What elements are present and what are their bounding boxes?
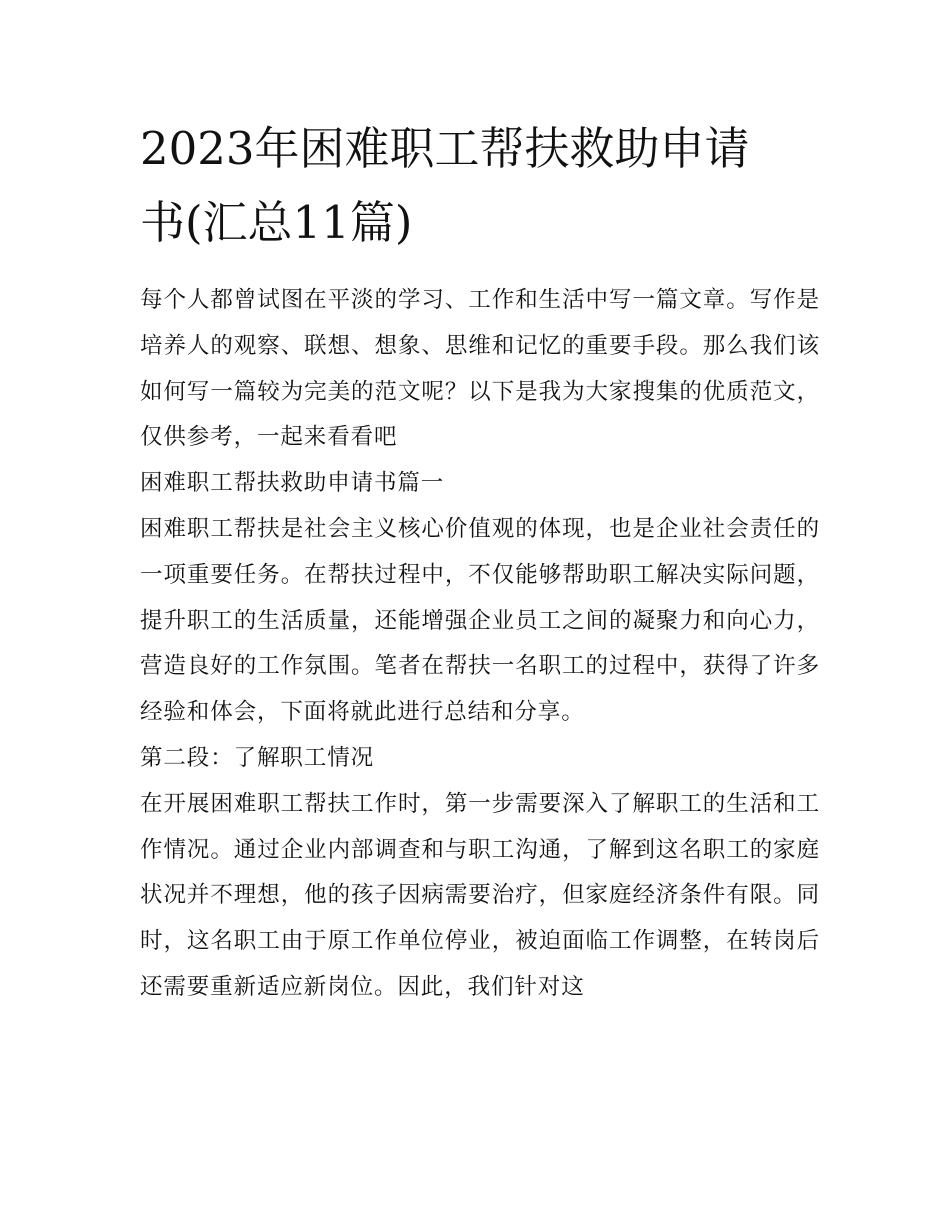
section-1-paragraph: 困难职工帮扶是社会主义核心价值观的体现，也是企业社会责任的一项重要任务。在帮扶过程中，不仅能够帮助职工解决实际问题，提升职工的生活质量，还能增强企业员工之间的凝聚力和向心力，营造良好的工作氛围。笔者在帮扶一名职工的过程中，获得了许多经验和体会，下面将就此进行总结和分享。: [140, 515, 820, 726]
title-line-1: 2023年困难职工帮扶救助申请: [140, 122, 750, 175]
intro-paragraph: 每个人都曾试图在平淡的学习、工作和生活中写一篇文章。写作是培养人的观察、联想、想象、思维和记忆的重要手段。那么我们该如何写一篇较为完美的范文呢？以下是我为大家搜集的优质范文，仅供参考，一起来看看吧: [140, 287, 820, 451]
section-1-heading: 困难职工帮扶救助申请书篇一: [140, 470, 445, 497]
document-body: [140, 278, 820, 1011]
section-2-paragraph: 在开展困难职工帮扶工作时，第一步需要深入了解职工的生活和工作情况。通过企业内部调查和与职工沟通，了解到这名职工的家庭状况并不理想，他的孩子因病需要治疗，但家庭经济条件有限。同时，这名职工由于原工作单位停业，被迫面临工作调整，在转岗后还需要重新适应新岗位。因此，我们针对这: [140, 790, 820, 1000]
section-2-heading: 第二段：了解职工情况: [140, 744, 375, 771]
title-line-2: 书(汇总11篇): [140, 196, 413, 249]
document-title: [140, 112, 820, 260]
